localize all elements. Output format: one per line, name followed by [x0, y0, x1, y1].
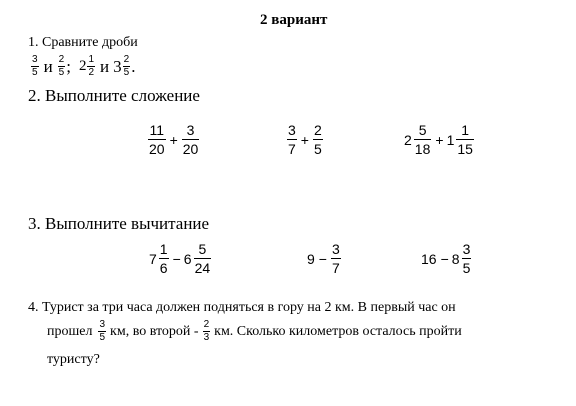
fraction: $\frac{2}{3}$	[203, 319, 210, 343]
whole-part: 8	[451, 250, 460, 267]
task3-heading: 3. Выполните вычитание	[28, 214, 210, 233]
whole-part: 6	[183, 250, 192, 267]
fraction: $\frac{5}{24}$	[194, 241, 211, 276]
fraction: $\frac{3}{7}$	[288, 122, 296, 157]
whole-part: 7	[149, 250, 157, 267]
fraction: $\frac{1}{15}$	[457, 122, 473, 157]
plus-sign: +	[435, 131, 444, 148]
fraction: $\frac{5}{18}$	[414, 122, 431, 157]
task4-line-1: 4. Турист за три часа должен подняться в гору на 2 км. В первый час он	[28, 300, 456, 315]
fraction: $\frac{3}{20}$	[182, 122, 199, 157]
fraction: $\frac{2}{5}$	[123, 54, 130, 78]
whole-part: 1	[446, 131, 455, 148]
task4-line-2	[47, 320, 462, 343]
and-word: и	[100, 56, 110, 76]
page-title: 2 вариант	[260, 12, 328, 28]
fraction: $\frac{3}{5}$	[99, 319, 106, 343]
task4-text: км, во второй -	[110, 323, 199, 339]
minus-sign: −	[172, 250, 181, 267]
fraction: $\frac{3}{5}$	[32, 54, 38, 78]
plus-sign: +	[169, 131, 178, 148]
addition-expression-2	[286, 123, 324, 156]
task2-heading: 2. Выполните сложение	[28, 86, 200, 105]
task1-fractions	[30, 55, 135, 78]
task4-line-3: туристу?	[47, 352, 100, 367]
fraction: $\frac{3}{5}$	[462, 241, 471, 276]
fraction: $\frac{1}{2}$	[88, 54, 95, 78]
minus-sign: −	[318, 250, 327, 267]
plus-sign: +	[300, 131, 309, 148]
fraction: $\frac{11}{20}$	[149, 122, 165, 157]
addition-expression-3	[404, 123, 475, 156]
fraction: $\frac{2}{5}$	[58, 54, 65, 78]
whole-part: 16	[421, 250, 437, 267]
separator: ;	[66, 56, 71, 76]
subtraction-expression-3	[421, 242, 472, 275]
task4-text: км. Сколько километров осталось пройти	[214, 323, 462, 339]
task1-heading: 1. Сравните дроби	[28, 35, 138, 50]
fraction: $\frac{2}{5}$	[313, 122, 322, 157]
whole-part: 9	[307, 250, 315, 267]
addition-expression-1	[147, 123, 200, 156]
subtraction-expression-1	[149, 242, 212, 275]
whole-part: 2	[78, 58, 87, 74]
and-word: и	[43, 56, 53, 76]
end-punct: .	[131, 56, 136, 76]
minus-sign: −	[440, 250, 449, 267]
subtraction-expression-2	[307, 242, 342, 275]
fraction: $\frac{1}{6}$	[159, 241, 168, 276]
fraction: $\frac{3}{7}$	[331, 241, 340, 276]
task4-text: прошел	[47, 323, 93, 339]
whole-part: 2	[404, 131, 412, 148]
whole-part: 3	[113, 56, 122, 76]
